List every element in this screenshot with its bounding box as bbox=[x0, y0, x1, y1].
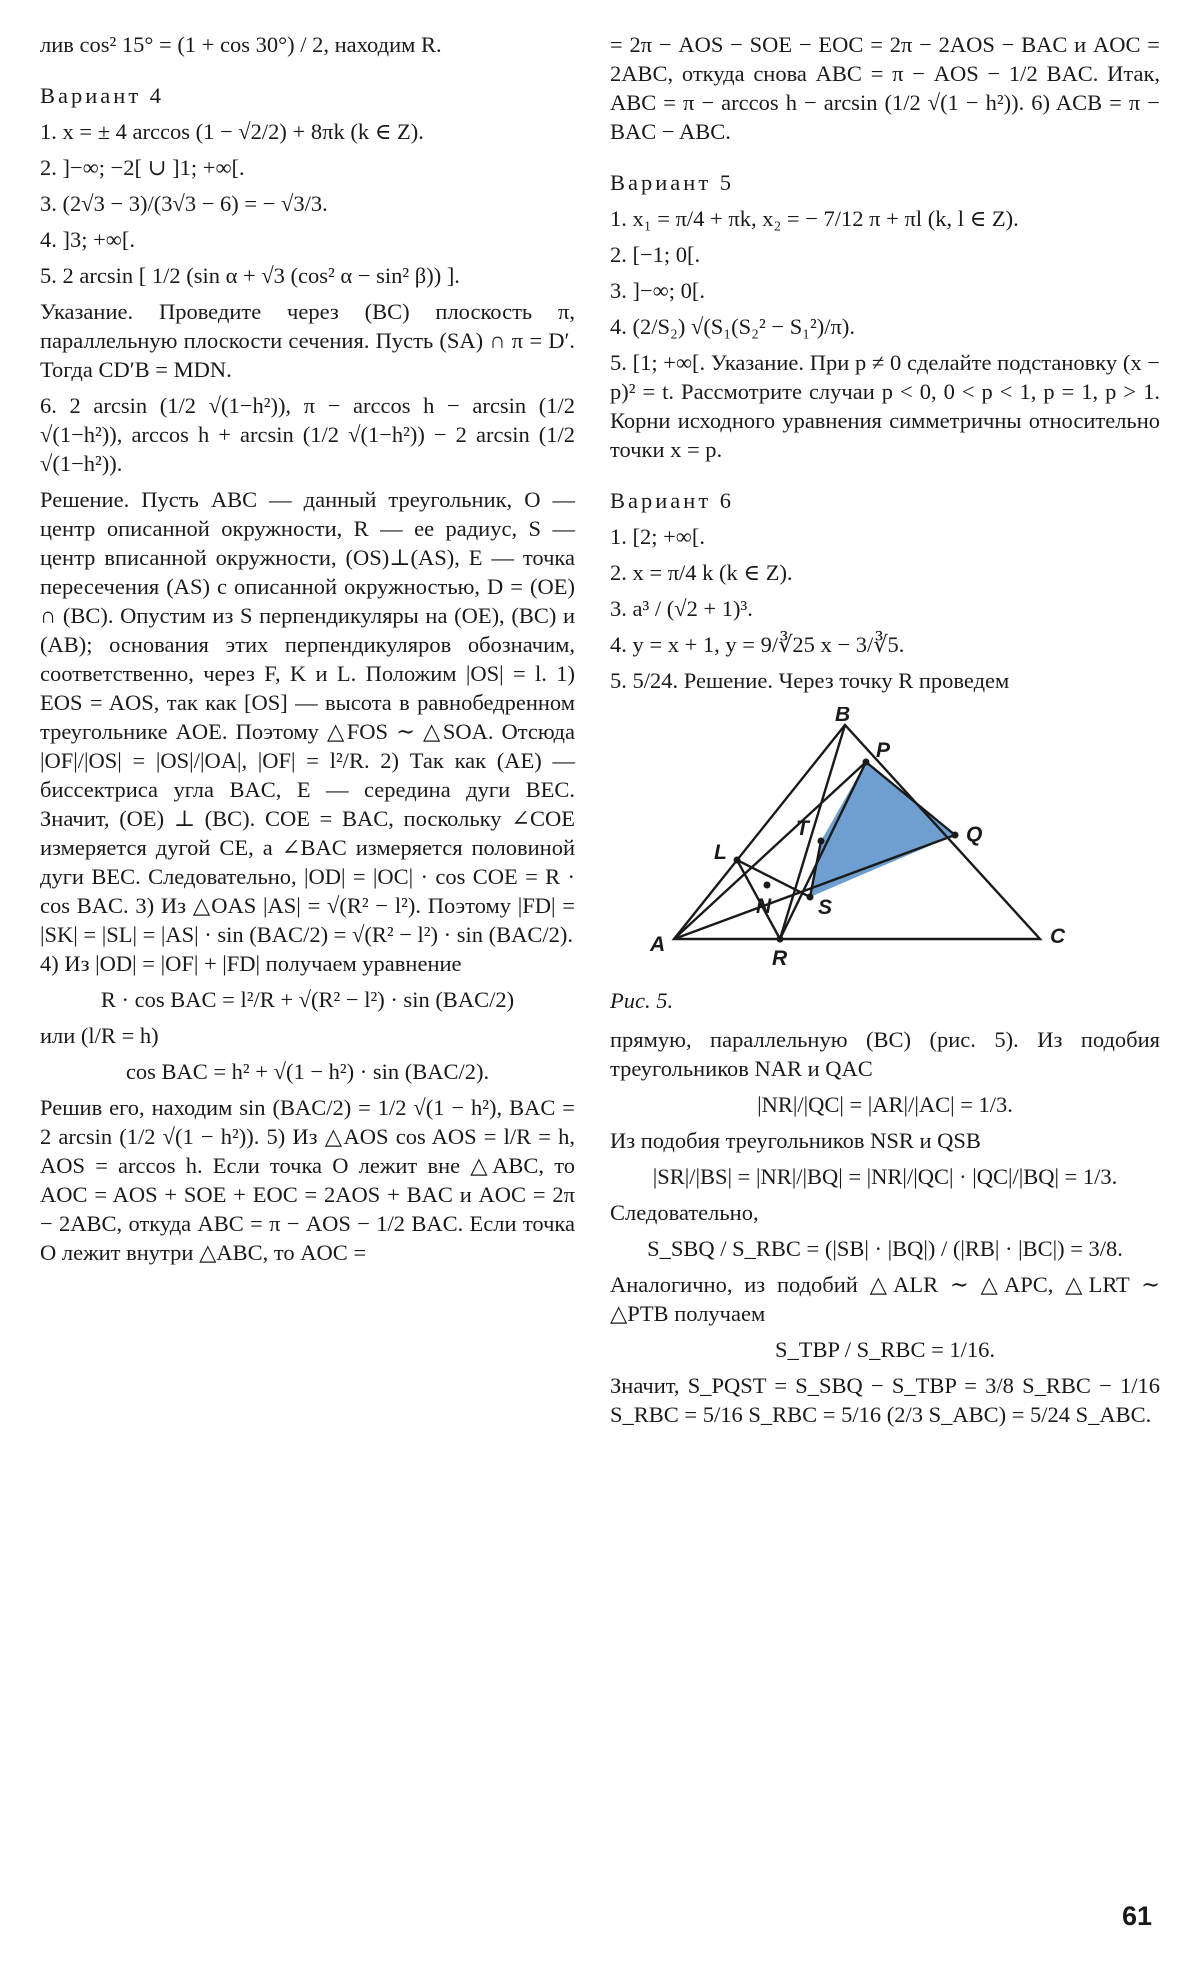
answer-item: 4. (2/S₂) √(S₁(S₂² − S₁²)/π). bbox=[610, 314, 856, 339]
label-p: P bbox=[876, 739, 891, 762]
answer-item: 1. x₁ = π/4 + πk, x₂ = − 7/12 π + πl (k, l ∈ Z). bbox=[610, 206, 1019, 231]
triangle-figure bbox=[630, 707, 1100, 972]
label-r: R bbox=[772, 947, 788, 970]
answer-item: 1. [2; +∞[. bbox=[610, 524, 705, 549]
formula: |SR|/|BS| = |NR|/|BQ| = |NR|/|QC| · |QC|/|BQ| = 1/3. bbox=[652, 1164, 1118, 1189]
answer-item: 5. 5/24. Решение. Через точку R проведем bbox=[610, 668, 1010, 693]
answer-item: 2. ]−∞; −2[ ∪ ]1; +∞[. bbox=[40, 155, 245, 180]
text-line: или (l/R = h) bbox=[40, 1023, 159, 1048]
label-b: B bbox=[835, 707, 851, 726]
point-s bbox=[807, 894, 814, 901]
label-s: S bbox=[818, 896, 833, 919]
text-paragraph: прямую, параллельную (BC) (рис. 5). Из подобия треугольников NAR и QAC bbox=[610, 1027, 1160, 1081]
answer-item: 4. y = x + 1, y = 9/∛25 x − 3/∛5. bbox=[610, 632, 905, 657]
solution-paragraph: Решение. Пусть ABC — данный треугольник, O — центр описанной окружности, R — ее радиус, S — центр вписанной окружности, (OS)⊥(AS), E — точка пересечения (AS) с описанной окружностью, D = (OE) ∩ (BC). Опустим из S перпендикуляры на (OE), (BC) и (AB); основания этих перпендикуляров обозначим, соответственно, через F, K и L. Положим |OS| = l. 1) EOS = AOS, так как [OS] — высота в равнобедренном треугольнике AOE. Поэтому △FOS ∼ △SOA. Отсюда |OF|/|OS| = |OS|/|OA|, |OF| = l²/R. 2) Так как (AE) — биссектриса угла BAC, E — середина дуги BEC. Значит, (OE) ⊥ (BC). COE = BAC, поскольку ∠COE измеряется дугой CE, а ∠BAC измеряется половиной дуги BEC. Следовательно, |OD| = |OC| · cos COE = R · cos BAC. 3) Из △OAS |AS| = √(R² − l²). Поэтому |FD| = |SK| = |SL| = |AS| · sin (BAC/2) = √(R² − l²) · sin (BAC/2). bbox=[40, 487, 575, 947]
left-column bbox=[40, 30, 575, 1267]
variant-heading: Вариант 4 bbox=[40, 83, 165, 108]
point-l bbox=[734, 857, 741, 864]
variant-heading: Вариант 6 bbox=[610, 488, 735, 513]
formula: Значит, S_PQST = S_SBQ − S_TBP = 3/8 S_RBC − 1/16 S_RBC = 5/16 S_RBC = 5/16 (2/3 S_ABC) = 5/24 S_ABC. bbox=[610, 1373, 1160, 1427]
answer-item: 2. [−1; 0[. bbox=[610, 242, 701, 267]
formula: S_SBQ / S_RBC = (|SB| · |BQ|) / (|RB| · |BC|) = 3/8. bbox=[647, 1236, 1123, 1261]
point-q bbox=[952, 832, 959, 839]
answer-item: 3. a³ / (√2 + 1)³. bbox=[610, 596, 753, 621]
answer-item: 6. 2 arcsin (1/2 √(1−h²)), π − arccos h − arcsin (1/2 √(1−h²)), arccos h + arcsin (1/2 √(1−h²)) − 2 arcsin (1/2 √(1−h²)). bbox=[40, 393, 575, 476]
text-line: Следовательно, bbox=[610, 1200, 759, 1225]
point-p bbox=[863, 759, 870, 766]
text-paragraph: Аналогично, из подобий △ALR ∼ △APC, △LRT ∼ △PTB получаем bbox=[610, 1272, 1160, 1326]
right-column bbox=[610, 30, 1160, 1436]
label-c: C bbox=[1050, 925, 1066, 948]
answer-item: 4. ]3; +∞[. bbox=[40, 227, 135, 252]
point-n bbox=[764, 882, 771, 889]
answer-item: 5. 2 arcsin [ 1/2 (sin α + √3 (cos² α − sin² β)) ]. bbox=[40, 263, 460, 288]
text-line: лив cos² 15° = (1 + cos 30°) / 2, находим R. bbox=[40, 32, 442, 57]
answer-item: 5. [1; +∞[. Указание. При p ≠ 0 сделайте подстановку (x − p)² = t. Рассмотрите случаи p < 0, 0 < p < 1, p = 1, p > 1. Корни исходного уравнения симметричны относительно точки x = p. bbox=[610, 350, 1160, 462]
answer-item: 3. (2√3 − 3)/(3√3 − 6) = − √3/3. bbox=[40, 191, 328, 216]
point-r bbox=[777, 936, 784, 943]
answer-item: 1. x = ± 4 arccos (1 − √2/2) + 8πk (k ∈ Z). bbox=[40, 119, 424, 144]
answer-item: 2. x = π/4 k (k ∈ Z). bbox=[610, 560, 793, 585]
label-t: T bbox=[796, 817, 809, 840]
shaded-region bbox=[810, 762, 955, 897]
hint-paragraph: Указание. Проведите через (BC) плоскость π, параллельную плоскости сечения. Пусть (SA) ∩ π = D′. Тогда CD′B = MDN. bbox=[40, 299, 575, 382]
solution-paragraph: Решив его, находим sin (BAC/2) = 1/2 √(1 − h²), BAC = 2 arcsin (1/2 √(1 − h²)). 5) Из △AOS cos AOS = l/R = h, AOS = arccos h. Если точка O лежит вне △ABC, то AOC = AOS + SOE + EOC = 2AOS + BAC и AOC = 2π − 2ABC, откуда ABC = π − AOS − 1/2 BAC. Если точка O лежит внутри △ABC, то AOC = bbox=[40, 1095, 575, 1265]
label-q: Q bbox=[966, 823, 983, 846]
text-line: 4) Из |OD| = |OF| + |FD| получаем уравнение bbox=[40, 951, 462, 976]
label-a: A bbox=[650, 933, 666, 956]
point-t bbox=[818, 838, 825, 845]
formula: R · cos BAC = l²/R + √(R² − l²) · sin (BAC/2) bbox=[100, 987, 515, 1012]
label-l: L bbox=[714, 841, 727, 864]
text-line: Из подобия треугольников NSR и QSB bbox=[610, 1128, 981, 1153]
label-n: N bbox=[756, 895, 772, 918]
formula: |NR|/|QC| = |AR|/|AC| = 1/3. bbox=[757, 1092, 1013, 1117]
answer-item: 3. ]−∞; 0[. bbox=[610, 278, 705, 303]
text-paragraph: = 2π − AOS − SOE − EOC = 2π − 2AOS − BAC и AOC = 2ABC, откуда снова ABC = π − AOS − 1/2 BAC. Итак, ABC = π − arccos h − arcsin (1/2 √(1 − h²)). 6) ACB = π − BAC − ABC. bbox=[610, 32, 1160, 144]
figure-caption: Рис. 5. bbox=[610, 988, 674, 1013]
formula: cos BAC = h² + √(1 − h²) · sin (BAC/2). bbox=[125, 1059, 490, 1084]
formula: S_TBP / S_RBC = 1/16. bbox=[774, 1337, 996, 1362]
page-number: 61 bbox=[1121, 1901, 1152, 1931]
variant-heading: Вариант 5 bbox=[610, 170, 735, 195]
